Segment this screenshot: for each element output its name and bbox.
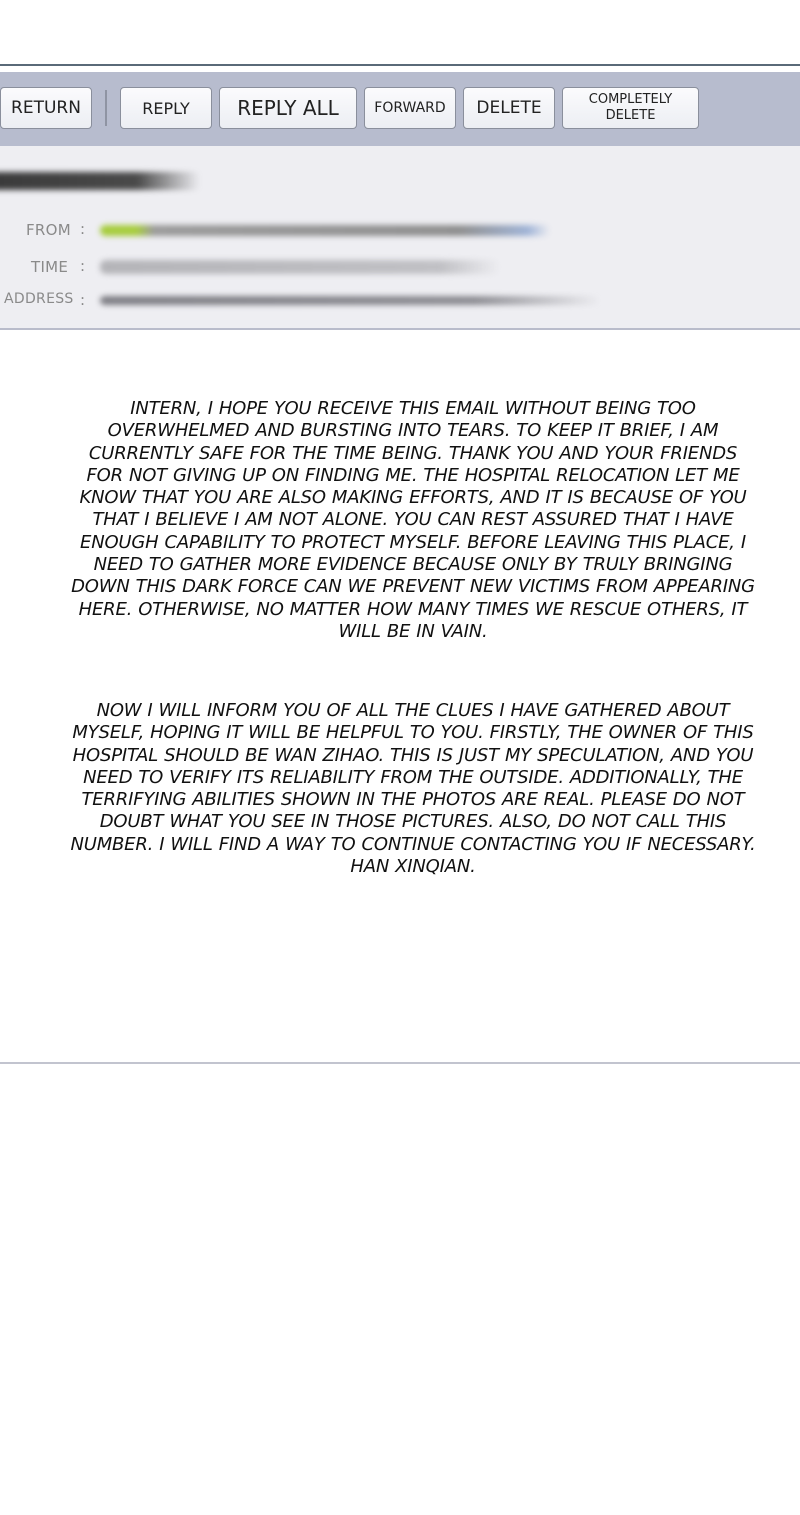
from-value-blurred [100,225,550,236]
top-divider [0,64,800,66]
forward-button[interactable]: FORWARD [364,87,456,129]
address-value-blurred [100,296,600,305]
subject-blurred [0,172,200,190]
time-colon: : [80,257,86,275]
toolbar-separator [105,90,107,126]
bottom-divider [0,1062,800,1064]
delete-button[interactable]: DELETE [463,87,555,129]
email-body-paragraph-2: NOW I WILL INFORM YOU OF ALL THE CLUES I HAVE GATHERED ABOUT MYSELF, HOPING IT WILL BE HELPFUL TO YOU. FIRSTLY, THE OWNER OF THIS HOSPITAL SHOULD BE WAN ZIHAO. THIS IS JUST MY SPECULATION, AND YOU NEED TO VERIFY ITS RELIABILITY FROM THE OUTSIDE. ADDITIONALLY, THE TERRIFYING ABILITIES SHOWN IN THE PHOTOS ARE REAL. PLEASE DO NOT DOUBT WHAT YOU SEE IN THOSE PICTURES. ALSO, DO NOT CALL THIS NUMBER. I WILL FIND A WAY TO CONTINUE CONTACTING YOU IF NECESSARY. HAN XINQIAN. [70,700,756,878]
from-label: FROM [26,221,71,239]
completely-delete-button[interactable]: COMPLETELY DELETE [562,87,699,129]
from-colon: : [80,220,86,238]
return-button[interactable]: RETURN [0,87,92,129]
reply-button[interactable]: REPLY [120,87,212,129]
address-colon: : [80,291,86,309]
address-label: ADDRESS [4,291,74,307]
time-label: TIME [31,258,69,276]
email-toolbar [0,72,800,146]
reply-all-button[interactable]: REPLY ALL [219,87,357,129]
email-header [0,146,800,330]
time-value-blurred [100,260,500,274]
email-body-paragraph-1: INTERN, I HOPE YOU RECEIVE THIS EMAIL WITHOUT BEING TOO OVERWHELMED AND BURSTING INTO TEARS. TO KEEP IT BRIEF, I AM CURRENTLY SAFE FOR THE TIME BEING. THANK YOU AND YOUR FRIENDS FOR NOT GIVING UP ON FINDING ME. THE HOSPITAL RELOCATION LET ME KNOW THAT YOU ARE ALSO MAKING EFFORTS, AND IT IS BECAUSE OF YOU THAT I BELIEVE I AM NOT ALONE. YOU CAN REST ASSURED THAT I HAVE ENOUGH CAPABILITY TO PROTECT MYSELF. BEFORE LEAVING THIS PLACE, I NEED TO GATHER MORE EVIDENCE BECAUSE ONLY BY TRULY BRINGING DOWN THIS DARK FORCE CAN WE PREVENT NEW VICTIMS FROM APPEARING HERE. OTHERWISE, NO MATTER HOW MANY TIMES WE RESCUE OTHERS, IT WILL BE IN VAIN. [71,398,755,642]
